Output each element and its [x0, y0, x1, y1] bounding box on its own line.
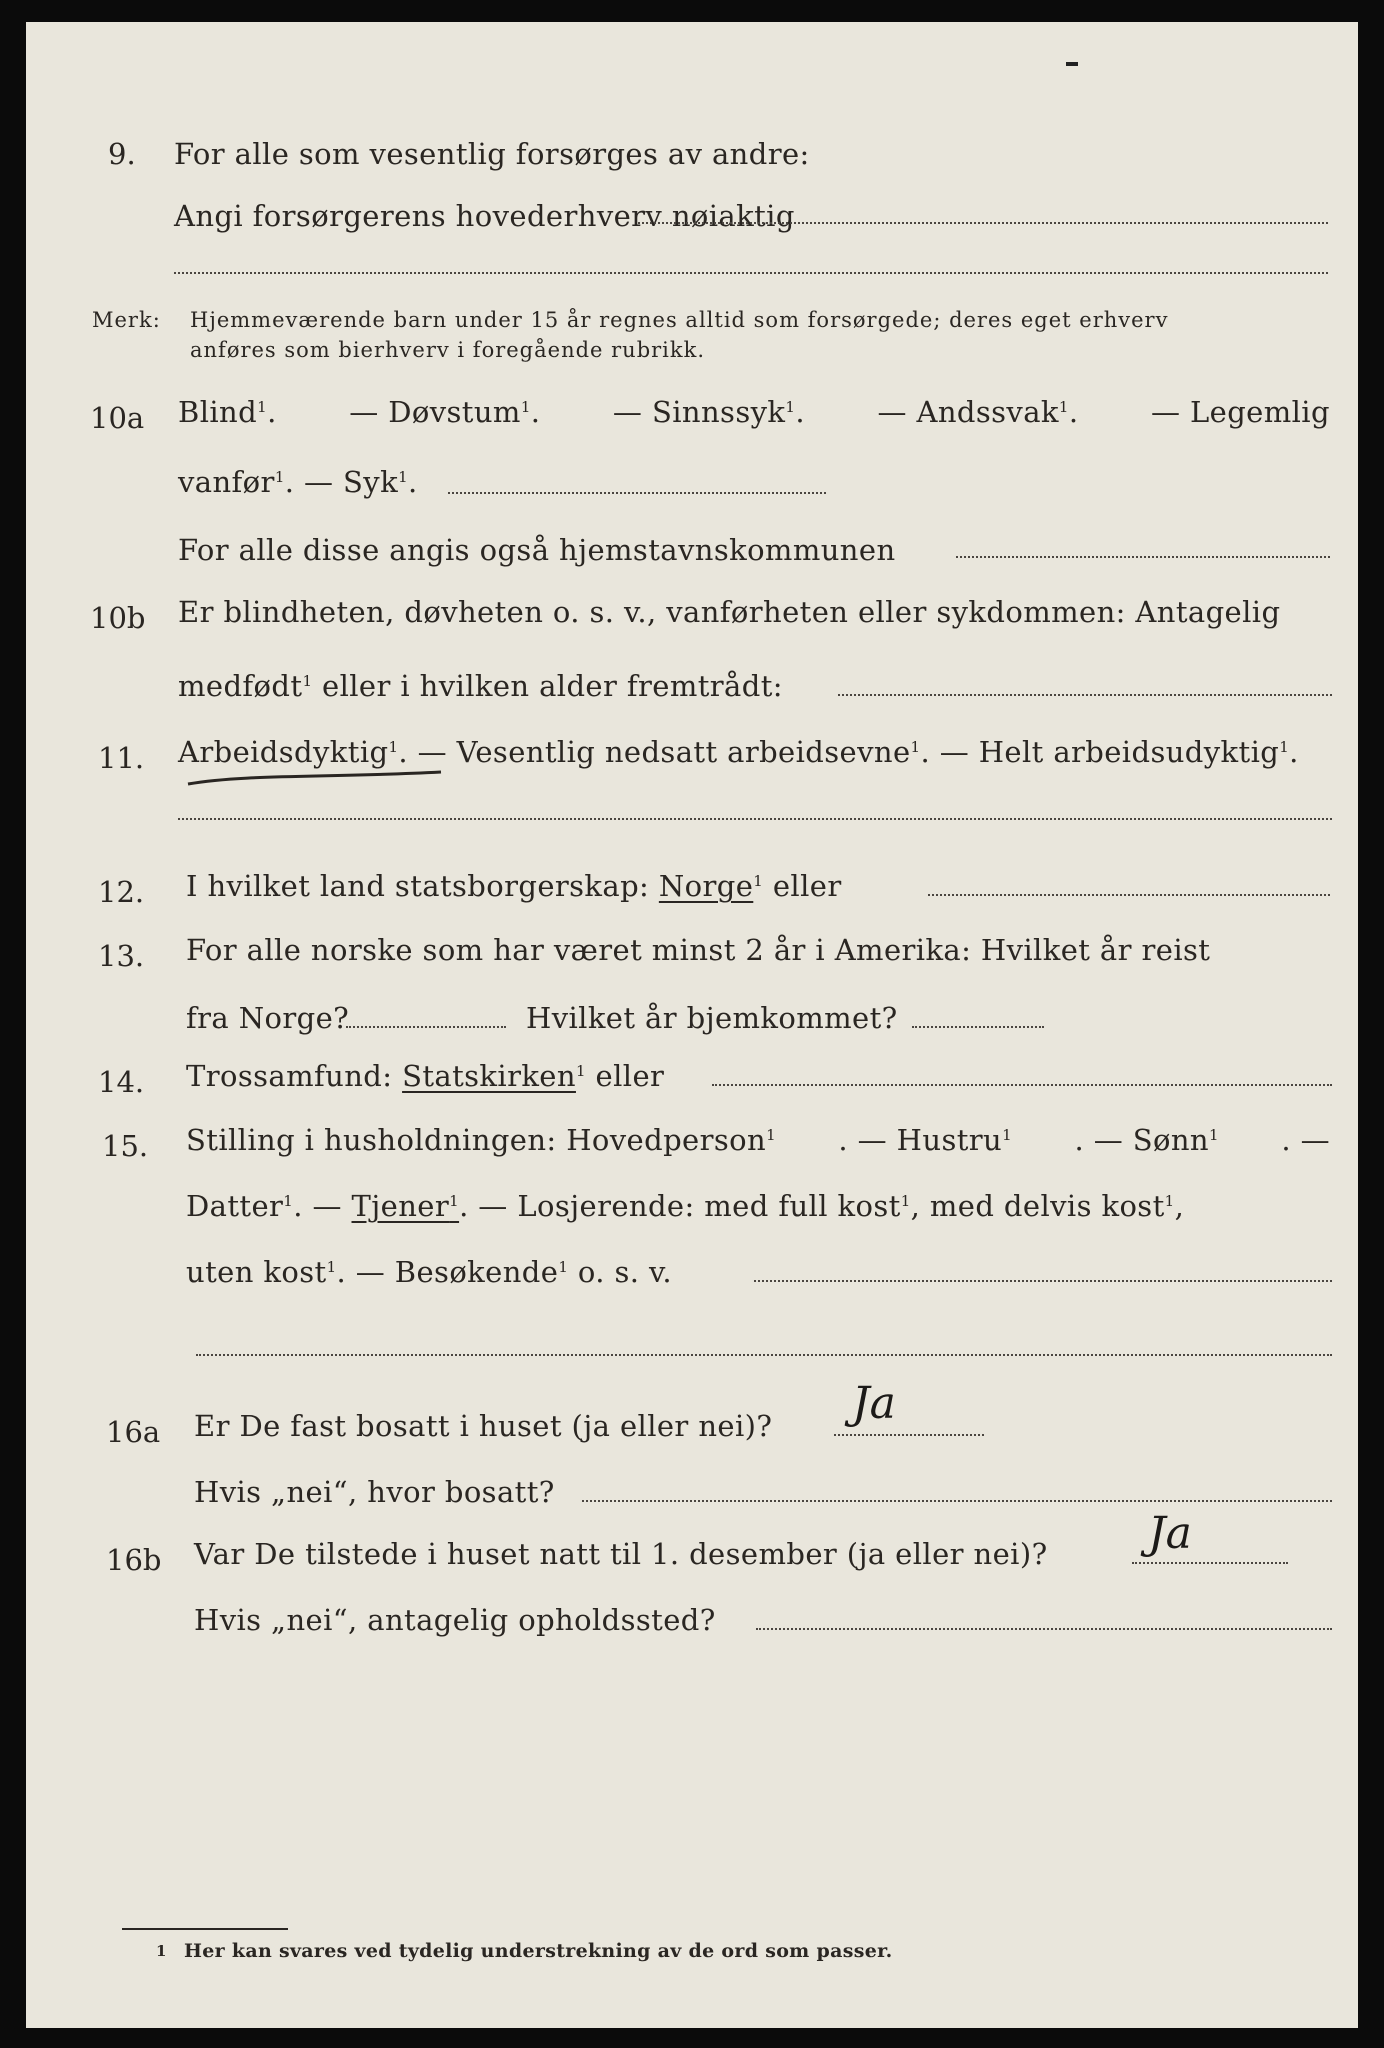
q12-number: 12.	[98, 875, 145, 909]
q10b-line2: medfødt$^1$ eller i hvilken alder fremtrådt:	[178, 669, 783, 703]
q10b-number: 10b	[90, 601, 146, 635]
footnote-text: Her kan svares ved tydelig understrekning av de ord som passer.	[184, 1940, 893, 1962]
note-text-2: anføres som bierhverv i foregående rubrikk.	[190, 338, 706, 362]
footnote-rule	[122, 1928, 288, 1930]
answer-norge[interactable]: Norge	[658, 869, 754, 903]
option-syk[interactable]: — Syk$^1$.	[304, 465, 418, 499]
q16b-number: 16b	[106, 1543, 162, 1577]
q16a-number: 16a	[106, 1415, 161, 1449]
q16a-answer-line[interactable]	[834, 1434, 984, 1436]
handwritten-underline-arbeidsdyktig	[186, 762, 446, 792]
option-datter[interactable]: Datter$^1$	[186, 1189, 294, 1223]
q10a-number: 10a	[90, 401, 145, 435]
q15-number: 15.	[102, 1129, 149, 1163]
option-blind[interactable]: Blind$^1$.	[178, 395, 277, 429]
q12-question: I hvilket land statsborgerskap: Norge$^1$ eller	[186, 869, 842, 903]
q9-number: 9.	[108, 137, 136, 171]
q16a-question: Er De fast bosatt i huset (ja eller nei)?	[194, 1409, 773, 1443]
option-sonn[interactable]: . — Sønn$^1$	[1074, 1123, 1219, 1157]
q10a-municipality-answer-line[interactable]	[956, 556, 1330, 558]
q10a-home-municipality-label: For alle disse angis også hjemstavnskommunen	[178, 533, 896, 567]
option-vanfor[interactable]: vanfør$^1$.	[178, 465, 295, 499]
option-andssvak[interactable]: — Andssvak$^1$.	[877, 395, 1079, 429]
q15-line2: Datter$^1$. — Tjener$^1$. — Losjerende: med full kost$^1$, med delvis kost$^1$,	[186, 1189, 1185, 1223]
q12-answer-line[interactable]	[928, 894, 1330, 896]
option-full-kost[interactable]: . — Losjerende: med full kost$^1$	[459, 1189, 911, 1223]
q16b-question: Var De tilstede i huset natt til 1. desember (ja eller nei)?	[194, 1537, 1048, 1571]
q16a-where-answer-line[interactable]	[582, 1500, 1332, 1502]
q15-line3: uten kost$^1$. — Besøkende$^1$ o. s. v.	[186, 1255, 672, 1289]
answer-statskirken[interactable]: Statskirken	[402, 1059, 576, 1093]
note-label: Merk:	[92, 308, 161, 332]
q13-left-norway-label: fra Norge?	[186, 1001, 350, 1035]
q13-returned-label: Hvilket år bjemkommet?	[526, 1001, 898, 1035]
q10a-line2	[178, 465, 418, 499]
census-form-page	[26, 22, 1358, 2028]
ink-speck	[1066, 62, 1078, 66]
option-arbeidsudyktig[interactable]: . — Helt arbeidsudyktig$^1$.	[920, 735, 1299, 769]
handwritten-answer-16a: Ja	[852, 1378, 896, 1429]
q14-number: 14.	[98, 1065, 145, 1099]
q13-year-left-line[interactable]	[346, 1026, 506, 1028]
q11-answer-line[interactable]	[178, 818, 1332, 820]
option-hovedperson[interactable]: Stilling i husholdningen: Hovedperson$^1$	[186, 1123, 777, 1157]
option-legemlig[interactable]: — Legemlig	[1150, 395, 1330, 429]
q9-answer-line-2[interactable]	[174, 272, 1328, 274]
q16a-where-label: Hvis „nei“, hvor bosatt?	[194, 1475, 555, 1509]
q13-number: 13.	[98, 939, 145, 973]
option-besokende[interactable]: . — Besøkende$^1$	[336, 1255, 569, 1289]
q10a-answer-line[interactable]	[448, 492, 826, 494]
q9-answer-line-1[interactable]	[638, 222, 1328, 224]
q10b-answer-line[interactable]	[838, 694, 1332, 696]
option-hustru[interactable]: . — Hustru$^1$	[838, 1123, 1013, 1157]
option-dovstum[interactable]: — Døvstum$^1$.	[349, 395, 541, 429]
q13-question: For alle norske som har været minst 2 år i Amerika: Hvilket år reist	[186, 933, 1211, 967]
q10a-options	[178, 395, 1330, 429]
q16b-whereabouts-label: Hvis „nei“, antagelig opholdssted?	[194, 1603, 716, 1637]
q10b-question: Er blindheten, døvheten o. s. v., vanførheten eller sykdommen: Antagelig	[178, 595, 1281, 629]
footnote-marker: 1	[156, 1942, 167, 1960]
q16b-whereabouts-answer-line[interactable]	[756, 1628, 1332, 1630]
q16b-answer-line[interactable]	[1132, 1562, 1288, 1564]
option-nedsatt-arbeidsevne[interactable]: . — Vesentlig nedsatt arbeidsevne$^1$	[398, 735, 921, 769]
option-delvis-kost[interactable]: , med delvis kost$^1$	[910, 1189, 1175, 1223]
q11-number: 11.	[98, 741, 145, 775]
option-medfodt[interactable]: medfødt$^1$	[178, 669, 313, 703]
q13-year-returned-line[interactable]	[912, 1026, 1044, 1028]
q9-question: For alle som vesentlig forsørges av andre:	[174, 137, 810, 171]
answer-tjener[interactable]: Tjener$^1$	[351, 1189, 460, 1223]
option-arbeidsdyktig[interactable]: Arbeidsdyktig$^1$	[178, 735, 399, 769]
q15-answer-line-1[interactable]	[754, 1280, 1332, 1282]
q15-line1: Stilling i husholdningen: Hovedperson$^1$ . — Hustru$^1$ . — Sønn$^1$ . —	[186, 1123, 1330, 1157]
handwritten-answer-16b: Ja	[1148, 1508, 1192, 1559]
q9-provider-label: Angi forsørgerens hovederhverv nøiaktig	[174, 199, 795, 233]
q14-answer-line[interactable]	[712, 1084, 1332, 1086]
q14-question: Trossamfund: Statskirken$^1$ eller	[186, 1059, 665, 1093]
note-text-1: Hjemmeværende barn under 15 år regnes alltid som forsørgede; deres eget erhverv	[190, 308, 1169, 332]
q15-answer-line-2[interactable]	[196, 1354, 1332, 1356]
option-sinnssyk[interactable]: — Sinnssyk$^1$.	[612, 395, 805, 429]
option-uten-kost[interactable]: uten kost$^1$	[186, 1255, 337, 1289]
